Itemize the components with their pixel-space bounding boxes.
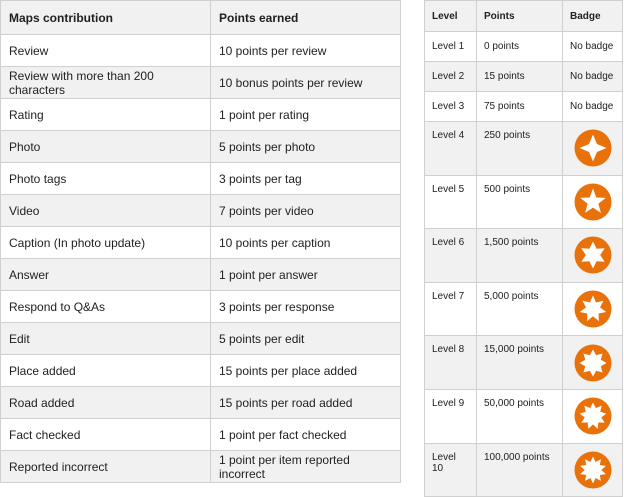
contribution-type: Video bbox=[1, 195, 211, 227]
table-row bbox=[425, 282, 623, 336]
table-row bbox=[1, 131, 401, 163]
contribution-type: Photo tags bbox=[1, 163, 211, 195]
star-badge-icon bbox=[574, 236, 612, 274]
badge-text: No badge bbox=[563, 62, 623, 92]
badge-cell bbox=[563, 389, 623, 443]
level-points: 0 points bbox=[477, 32, 563, 62]
levels-table bbox=[424, 0, 623, 497]
table-row bbox=[1, 195, 401, 227]
table-row bbox=[1, 227, 401, 259]
star-badge-icon bbox=[574, 451, 612, 489]
star-badge-icon bbox=[574, 183, 612, 221]
contribution-type: Edit bbox=[1, 323, 211, 355]
points-earned: 10 points per review bbox=[211, 35, 401, 67]
contribution-type: Fact checked bbox=[1, 419, 211, 451]
table-row bbox=[1, 259, 401, 291]
level-points: 100,000 points bbox=[477, 443, 563, 497]
contribution-type: Road added bbox=[1, 387, 211, 419]
points-earned: 1 point per fact checked bbox=[211, 419, 401, 451]
badge-text: No badge bbox=[563, 92, 623, 122]
column-header: Points bbox=[477, 1, 563, 32]
points-earned: 15 points per place added bbox=[211, 355, 401, 387]
points-earned: 1 point per item reported incorrect bbox=[211, 451, 401, 483]
contribution-type: Review bbox=[1, 35, 211, 67]
table-row bbox=[425, 32, 623, 62]
table-row bbox=[1, 387, 401, 419]
column-header: Maps contribution bbox=[1, 1, 211, 35]
table-row bbox=[1, 35, 401, 67]
level-points: 15 points bbox=[477, 62, 563, 92]
table-header-row bbox=[1, 1, 401, 35]
contribution-type: Respond to Q&As bbox=[1, 291, 211, 323]
points-earned: 1 point per rating bbox=[211, 99, 401, 131]
contribution-type: Place added bbox=[1, 355, 211, 387]
star-badge-icon bbox=[574, 129, 612, 167]
table-row bbox=[1, 67, 401, 99]
column-header: Badge bbox=[563, 1, 623, 32]
level-name: Level 9 bbox=[425, 389, 477, 443]
level-name: Level 3 bbox=[425, 92, 477, 122]
table-row bbox=[425, 62, 623, 92]
table-row bbox=[1, 355, 401, 387]
badge-cell bbox=[563, 229, 623, 283]
table-row bbox=[1, 163, 401, 195]
points-earned: 5 points per edit bbox=[211, 323, 401, 355]
badge-cell bbox=[563, 122, 623, 176]
points-earned: 3 points per response bbox=[211, 291, 401, 323]
level-points: 5,000 points bbox=[477, 282, 563, 336]
badge-cell bbox=[563, 336, 623, 390]
level-points: 500 points bbox=[477, 175, 563, 229]
points-earned: 5 points per photo bbox=[211, 131, 401, 163]
contribution-type: Reported incorrect bbox=[1, 451, 211, 483]
points-earned: 15 points per road added bbox=[211, 387, 401, 419]
table-row bbox=[425, 122, 623, 176]
star-badge-icon bbox=[574, 344, 612, 382]
star-badge-icon bbox=[574, 397, 612, 435]
level-name: Level 7 bbox=[425, 282, 477, 336]
table-row bbox=[1, 291, 401, 323]
column-header: Points earned bbox=[211, 1, 401, 35]
level-points: 50,000 points bbox=[477, 389, 563, 443]
badge-text: No badge bbox=[563, 32, 623, 62]
star-badge-icon bbox=[574, 290, 612, 328]
table-row bbox=[425, 92, 623, 122]
table-row bbox=[425, 443, 623, 497]
level-name: Level 8 bbox=[425, 336, 477, 390]
level-name: Level 10 bbox=[425, 443, 477, 497]
contribution-type: Photo bbox=[1, 131, 211, 163]
contribution-type: Caption (In photo update) bbox=[1, 227, 211, 259]
points-earned: 1 point per answer bbox=[211, 259, 401, 291]
table-row bbox=[1, 451, 401, 483]
level-name: Level 5 bbox=[425, 175, 477, 229]
level-name: Level 1 bbox=[425, 32, 477, 62]
table-row bbox=[425, 175, 623, 229]
points-earned: 10 points per caption bbox=[211, 227, 401, 259]
level-points: 1,500 points bbox=[477, 229, 563, 283]
points-earned: 10 bonus points per review bbox=[211, 67, 401, 99]
contribution-type: Rating bbox=[1, 99, 211, 131]
level-name: Level 6 bbox=[425, 229, 477, 283]
level-name: Level 4 bbox=[425, 122, 477, 176]
table-row bbox=[1, 419, 401, 451]
points-earned: 3 points per tag bbox=[211, 163, 401, 195]
contribution-type: Answer bbox=[1, 259, 211, 291]
table-row bbox=[1, 323, 401, 355]
table-row bbox=[425, 229, 623, 283]
badge-cell bbox=[563, 282, 623, 336]
level-name: Level 2 bbox=[425, 62, 477, 92]
level-points: 75 points bbox=[477, 92, 563, 122]
table-row bbox=[1, 99, 401, 131]
level-points: 250 points bbox=[477, 122, 563, 176]
points-earned: 7 points per video bbox=[211, 195, 401, 227]
table-row bbox=[425, 336, 623, 390]
table-row bbox=[425, 389, 623, 443]
level-points: 15,000 points bbox=[477, 336, 563, 390]
badge-cell bbox=[563, 443, 623, 497]
table-header-row bbox=[425, 1, 623, 32]
column-header: Level bbox=[425, 1, 477, 32]
contribution-type: Review with more than 200 characters bbox=[1, 67, 211, 99]
badge-cell bbox=[563, 175, 623, 229]
